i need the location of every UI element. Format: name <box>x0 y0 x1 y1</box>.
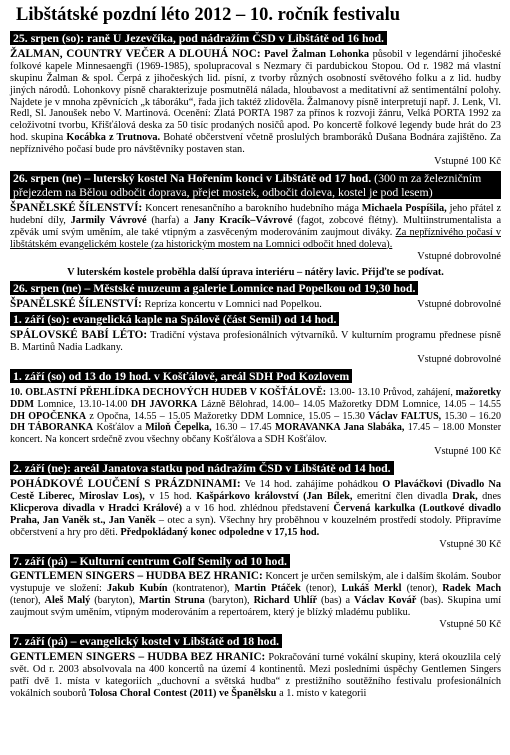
event-lead: POHÁDKOVÉ LOUČENÍ S PRÁZDNINAMI: <box>10 478 241 491</box>
event-lead: ŠPANĚLSKÉ ŠÍLENSTVÍ: <box>10 298 142 311</box>
event-header-sep7-church: 7. září (pá) – evangelický kostel v Libštátě od 18 hod. <box>10 634 282 648</box>
performer-name: DH OPOČENKA <box>10 410 87 422</box>
event-lead: ŽALMAN, COUNTRY VEČER A DLOUHÁ NOC: <box>10 47 261 60</box>
event-description: 15.30 – 16.20 <box>444 410 502 422</box>
event-description: emeritní člen divadla <box>356 491 448 502</box>
entry-fee: Vstupné 30 Kč <box>439 538 501 550</box>
event-description: – otec a syn). Všechny hry proběhnou v kouzelném prostředí stodoly. Připravíme občerstvení a hry pro děti. <box>10 514 501 538</box>
event-description: v 15 hod. <box>149 491 192 502</box>
event-description: Pokračování turné vokální skupiny, která okouzlila celý svět. Od r. 2003 absolvovala na 400 koncertů na území 4 kontinentů. Mezi posledními úspěchy Gentlemen Singers patří dvě 1. místa v kategoriích „duchovní a světská hudba“ z prestižního soutěžního festivalu profesionálních vokálních souborů <box>10 651 501 699</box>
entry-fee: Vstupné dobrovolné <box>417 299 501 311</box>
performer-name: MORAVANKA Jana Slabáka, <box>274 422 405 434</box>
page-title: Libštátské pozdní léto 2012 – 10. ročník festivalu <box>16 5 401 25</box>
performer-name: Pavel Žalman Lohonka <box>264 48 370 60</box>
header-directions: (300 m za železničním přejezdem na Bělou odbočit doprava, přejet mostek, odbočit doleva, kostel je pod lesem) <box>13 170 482 199</box>
event-description: (tenor), <box>10 595 41 607</box>
event-header-aug26-museum: 26. srpen (ne) – Městské muzeum a galerie Lomnice nad Popelkou od 19,30 hod. <box>10 281 418 295</box>
performer-name: Michaela Pospíšila, <box>361 202 447 214</box>
theatre-name: Klicperova divadla v Hradci Králové) <box>10 502 183 514</box>
performance-name: Kašpárkovo království (Jan Bílek, <box>196 491 353 502</box>
event-description: (baryton), <box>94 595 136 607</box>
event-header-sep7-golf: 7. září (pá) – Kulturní centrum Golf Semily od 10 hod. <box>10 554 290 568</box>
event-description: Koncert renesančního a barokního hudebního mága <box>145 202 359 214</box>
singer-name: Martin Struna <box>139 595 205 607</box>
event-description: z Opočna, 14.55 – 15.05 Mažoretky DDM Lomnice, 15.05 – 15.30 <box>89 410 365 422</box>
performer-name: mažoretky DDM <box>10 386 501 410</box>
entry-fee: Vstupné 100 Kč <box>434 446 501 458</box>
singer-name: Aleš Malý <box>44 595 91 607</box>
event-text-museum <box>10 299 501 311</box>
weather-note: Za nepříznivého počasí v libštátském evangelickém kostele (za historickým mostem na Lomnici odbočit hned doleva). <box>10 226 501 250</box>
event-lead: GENTLEMEN SINGERS – HUDBA BEZ HRANIC: <box>10 650 266 663</box>
entry-fee: Vstupné dobrovolné <box>417 250 501 262</box>
singer-name: Richard Uhlíř <box>253 595 318 607</box>
event-description: Tradiční výstava profesionálních výtvarníků. V kulturním programu přednese písně B. Martinů Nadia Ladkany. <box>10 330 501 354</box>
event-header-sep2: 2. září (ne): areál Janatova statku pod nádražím ČSD v Libštátě od 14 hod. <box>10 461 394 475</box>
event-description: (harfa) a <box>151 214 189 226</box>
event-description: a v 16 hod. zhlédnou představení <box>186 502 330 514</box>
event-description-extra: Bohaté občerstvení včetně proslulých bramboráků Dušana Bodnára zajištěno. Za nepříznivého počasí bude pro návštěvníky postaven stan. <box>10 132 501 156</box>
event-description: Ve 14 hod. zahájíme pohádkou <box>244 479 379 491</box>
event-description: 17.45 – 18.00 Monster koncert. Na koncert srdečně zvou všechny občany Košťálova a SDH Košťálov. <box>10 422 502 446</box>
singer-name: Václav Kovář <box>354 595 417 607</box>
festival-name: Tolosa Choral Contest (2011) ve Španělsku <box>88 687 277 699</box>
event-description: Košťálov a <box>96 422 142 434</box>
event-text-sep7-church <box>10 652 501 700</box>
performance-name: O Plaváčkovi (Divadlo Na Cestě Liberec, Miroslav Los), <box>10 479 502 502</box>
event-description: 16.30 – 17.45 <box>214 422 272 434</box>
singer-name: Jakub Kubín <box>106 583 168 595</box>
interior-remark: V luterském kostele proběhla další úprava interiéru – nátěry lavic. Přijďte se podívat. <box>67 266 444 278</box>
event-lead: GENTLEMEN SINGERS – HUDBA BEZ HRANIC: <box>10 570 263 583</box>
event-text-spalov <box>10 330 501 354</box>
event-description: jeho přátel z hudební díly, <box>10 202 502 226</box>
event-description: (kontratenor), <box>172 583 230 595</box>
event-header-sep1-spalov: 1. září (so): evangelická kaple na Spálově (část Semil) od 14 hod. <box>10 312 339 326</box>
performer-name: DH JAVORKA <box>130 398 198 410</box>
event-description: Koncert je určen semilským, ale i dalším školám. Soubor vystupuje ve složení: <box>10 571 502 595</box>
performer-name: DH TÁBORANKA <box>10 422 94 434</box>
singer-name: Martin Ptáček <box>234 583 301 595</box>
performer-name: Miloň Čepelka, <box>145 422 212 434</box>
event-header-aug25: 25. srpen (so): raně U Jezevčíka, pod nádražím ČSD v Libštátě od 16 hod. <box>10 31 387 45</box>
event-description: (bas). Skupina umí zaujmout svým uměním, vtipným moderováním a repertoárem, který je blízký mladému publiku. <box>10 595 502 619</box>
event-description: 13.00- 13.10 Průvod, zahájení, <box>328 386 453 398</box>
entry-fee: Vstupné 50 Kč <box>439 619 501 631</box>
event-description: (baryton), <box>208 595 250 607</box>
event-text-sep2 <box>10 479 501 539</box>
event-description: a 1. místo v kategorii <box>279 687 367 699</box>
performer-name: Václav FALTUS, <box>368 410 442 422</box>
entry-fee: Vstupné 100 Kč <box>434 156 501 168</box>
event-header-aug26-church <box>10 171 501 199</box>
event-description: (fagot, zobcové flétny). Multiinstrumentalista a zpěvák umí svým uměním, ale také vtipným a zasvěceným moderováním zaujmout diváky. <box>10 214 502 238</box>
event-description: (tenor), <box>406 583 438 595</box>
event-description: Lázně Bělohrad, 14.00– 14.05 Mažoretky DDM Lomnice, 14.05 – 14.55 <box>200 398 502 410</box>
event-text-aug25 <box>10 49 501 156</box>
event-lead: SPÁLOVSKÉ BABÍ LÉTO: <box>10 329 148 342</box>
theatre-name: Drak, <box>452 491 478 502</box>
event-lead: 10. OBLASTNÍ PŘEHLÍDKA DECHOVÝCH HUDEB V KOŠŤÁLOVĚ: <box>10 386 327 398</box>
performer-name: Jarmily Vávrové <box>70 214 147 226</box>
event-description: Lomnice, 13.10-14.00 <box>37 398 128 410</box>
event-header-sep1-kostalov: 1. září (so) od 13 do 19 hod. v Košťálově, areál SDH Pod Kozlovem <box>10 369 352 383</box>
entry-fee: Vstupné dobrovolné <box>417 353 501 365</box>
header-main: 26. srpen (ne) – luterský kostel Na Hořením konci v Libštátě od 17 hod. <box>13 170 372 185</box>
event-description: (tenor), <box>305 583 337 595</box>
event-description: působil v legendární jihočeské folkové kapele Minnesaengři (1969-1985), spolupracoval s Nezmary či pardubickou Stopou. Od r. 1982 má vlastní skupinu Žalman & spol. Čerpá z jihočeských lid. písní, z tvorby různých osobností světového folku a z lid. hudby jiných národů. Lohonkovy písně charakterizuje posmutnělá nálada, hloubavost a meditativní až sentimentální polohy. Najdete je v mnoha zpěvnících „k táboráku“, řada jich taktéž zlidověla. Žalmanovy písně interpretují např. J. Lenk, Vl. Redl, Sl. Janoušek nebo V. Martinová. Ocenění: Zlatá PORTA 1987 za přínos k rozvoji žánru, Velká PORTA 1992 za celoživotní tvorbu, Křišťálová deska za 50 tisíc prodaných nosičů apod. Po koncertě folkové legendy bude hrát do 23 hod. skupina <box>10 48 501 144</box>
event-text-aug26 <box>10 203 501 251</box>
band-name: Kocábka z Trutnova. <box>66 132 161 144</box>
event-end-note: Předpokládaný konec odpoledne v 17,15 hod. <box>120 526 320 538</box>
event-description: Repríza koncertu v Lomnici nad Popelkou. <box>144 299 322 311</box>
performance-name: Červená karkulka (Loutkové divadlo Praha, Jan Vaněk st., Jan Vaněk <box>10 502 501 526</box>
singer-name: Radek Mach <box>442 583 502 595</box>
singer-name: Lukáš Merkl <box>341 583 402 595</box>
performer-name: Jany Kracík–Vávrové <box>193 214 293 226</box>
event-text-kostalov <box>10 387 501 447</box>
event-description: (bas) a <box>320 595 351 607</box>
event-text-sep7-golf <box>10 571 501 619</box>
event-lead: ŠPANĚLSKÉ ŠÍLENSTVÍ: <box>10 201 143 214</box>
event-description: dnes <box>482 491 502 502</box>
